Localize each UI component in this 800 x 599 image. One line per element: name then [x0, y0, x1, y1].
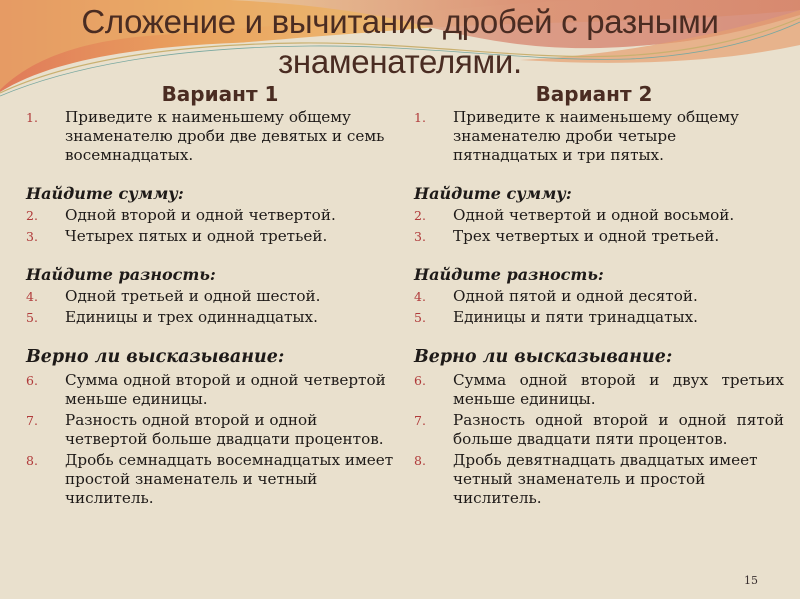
task-item [26, 308, 396, 327]
task-number: 3. [26, 229, 38, 244]
task-text: Единицы и трех одиннадцатых. [65, 308, 318, 326]
task-item [414, 411, 784, 449]
task-number: 1. [26, 110, 38, 125]
task-item [26, 371, 396, 409]
true-or-false-heading: Верно ли высказывание: [26, 347, 285, 367]
task-number: 5. [414, 310, 426, 325]
task-number: 5. [26, 310, 38, 325]
task-number: 7. [414, 413, 426, 428]
task-text: Дробь семнадцать восемнадцатых имеет простой знаменатель и четный числитель. [65, 451, 394, 507]
task-number: 8. [26, 453, 38, 468]
task-text: Разность одной второй и одной пятой больше двадцати пяти процентов. [453, 411, 784, 448]
variant-2-heading: Вариант 2 [535, 82, 653, 106]
task-text: Приведите к наименьшему общему знаменателю дроби две девятых и семь восемнадцатых. [65, 108, 385, 164]
find-sum-heading: Найдите сумму: [26, 184, 184, 203]
task-number: 6. [26, 373, 38, 388]
task-number: 6. [414, 373, 426, 388]
task-item [26, 451, 396, 508]
task-text: Единицы и пяти тринадцатых. [453, 308, 698, 326]
find-sum-heading: Найдите сумму: [414, 184, 572, 203]
task-text: Четырех пятых и одной третьей. [65, 227, 328, 245]
task-item [414, 287, 784, 306]
task-item [414, 371, 784, 409]
task-item [26, 108, 396, 165]
task-item [414, 108, 784, 165]
task-item [26, 411, 396, 449]
slide-title [0, 2, 800, 82]
task-item [26, 206, 396, 225]
slide-title-line-2: знаменателями. [278, 43, 522, 80]
task-number: 2. [26, 208, 38, 223]
task-text: Одной второй и одной четвертой. [65, 206, 336, 224]
task-text: Разность одной второй и одной четвертой больше двадцати процентов. [65, 411, 384, 448]
task-text: Трех четвертых и одной третьей. [453, 227, 720, 245]
find-difference-heading: Найдите разность: [414, 265, 604, 284]
true-or-false-heading: Верно ли высказывание: [414, 347, 673, 367]
task-item [414, 451, 784, 508]
find-difference-heading: Найдите разность: [26, 265, 216, 284]
task-text: Сумма одной второй и двух третьих меньше единицы. [453, 371, 784, 408]
variant-2-column [414, 80, 784, 510]
variant-1-column [26, 80, 396, 510]
task-text: Одной четвертой и одной восьмой. [453, 206, 735, 224]
task-item [26, 227, 396, 246]
slide-title-line-1: Сложение и вычитание дробей с разными [81, 3, 719, 40]
task-item [26, 287, 396, 306]
task-item [414, 206, 784, 225]
task-text: Дробь девятнадцать двадцатых имеет четный знаменатель и простой числитель. [453, 451, 758, 507]
task-number: 3. [414, 229, 426, 244]
page-number: 15 [744, 574, 758, 587]
task-text: Приведите к наименьшему общему знаменателю дроби четыре пятнадцатых и три пятых. [453, 108, 739, 164]
variant-1-heading: Вариант 1 [161, 82, 279, 106]
task-text: Сумма одной второй и одной четвертой меньше единицы. [65, 371, 386, 408]
task-item [414, 227, 784, 246]
task-number: 2. [414, 208, 426, 223]
task-number: 8. [414, 453, 426, 468]
task-number: 1. [414, 110, 426, 125]
task-item [414, 308, 784, 327]
task-number: 4. [26, 289, 38, 304]
task-number: 4. [414, 289, 426, 304]
task-text: Одной пятой и одной десятой. [453, 287, 698, 305]
task-number: 7. [26, 413, 38, 428]
task-text: Одной третьей и одной шестой. [65, 287, 321, 305]
